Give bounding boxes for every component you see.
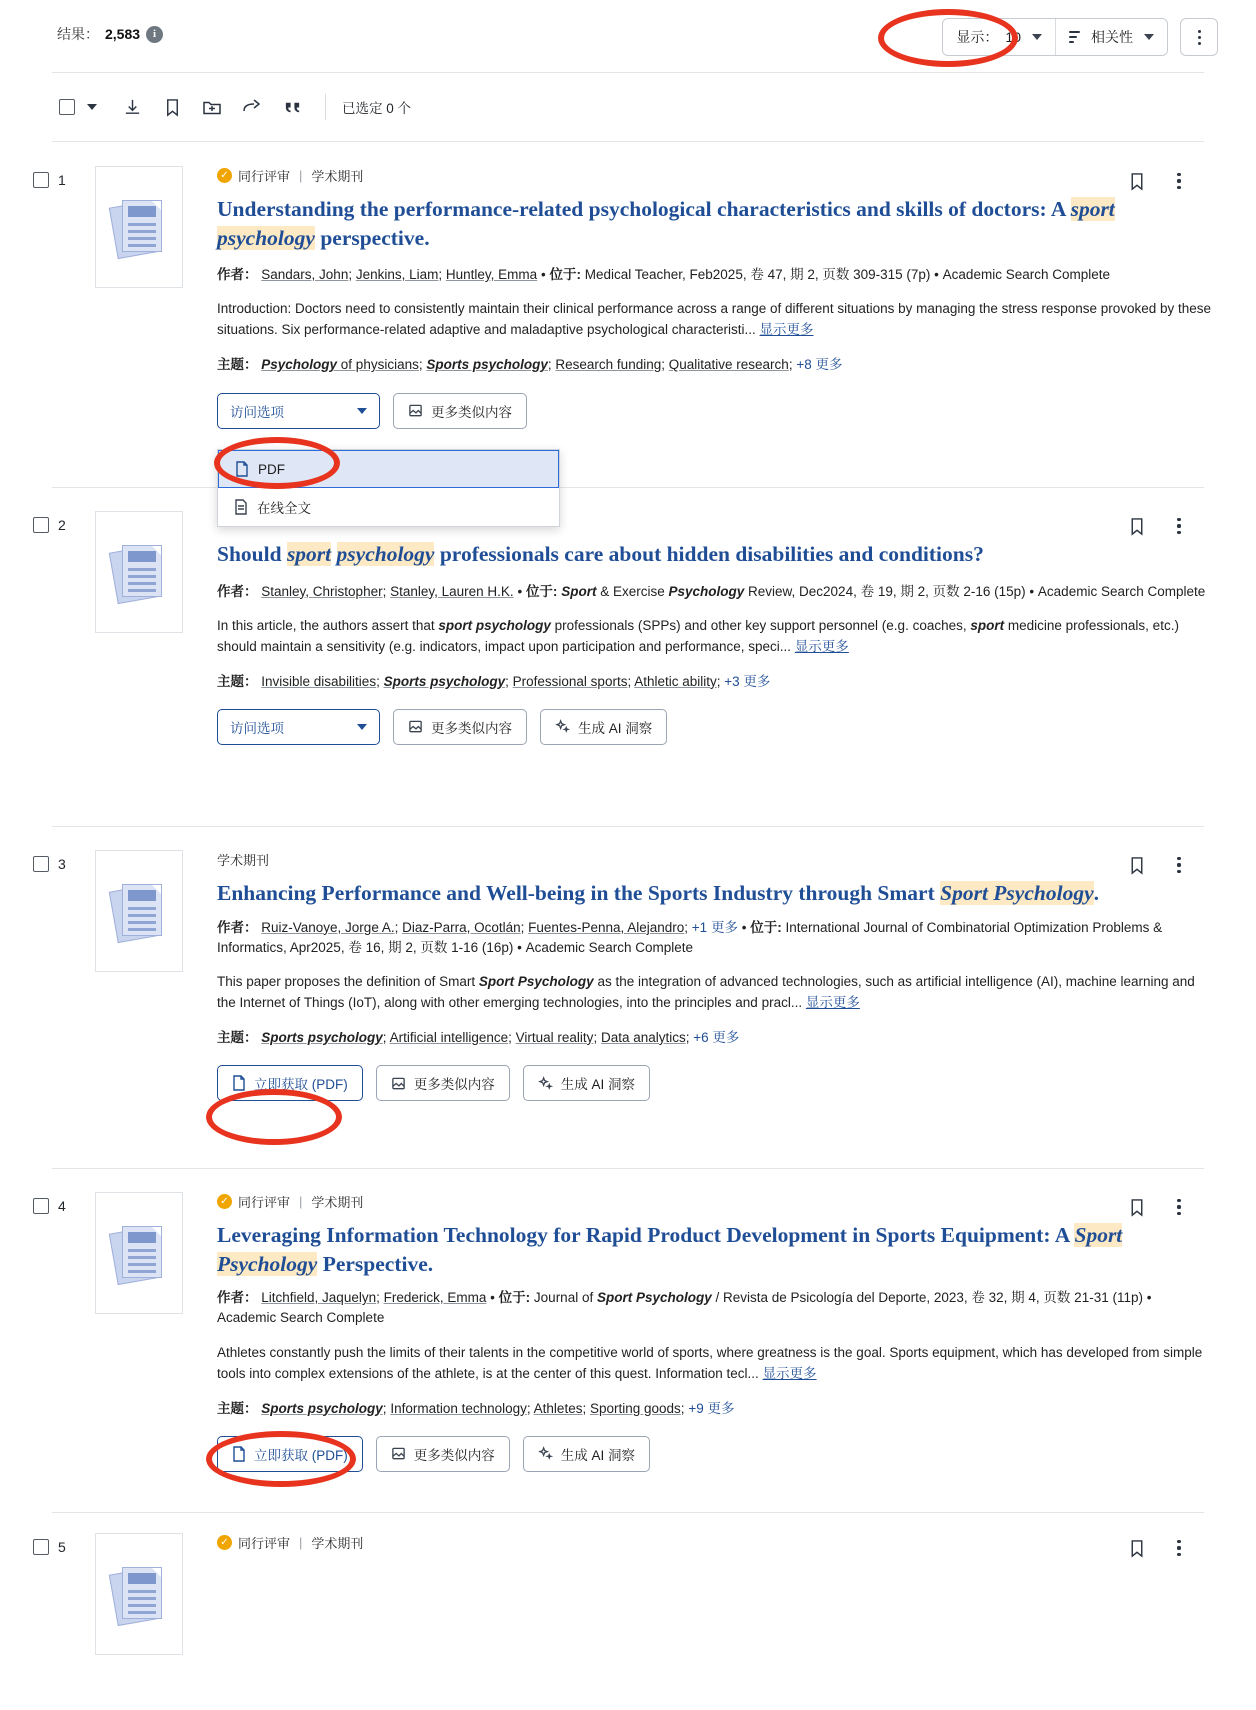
- authors-label: 作者：: [217, 583, 258, 599]
- author-link[interactable]: Litchfield, Jaquelyn: [261, 1290, 377, 1306]
- result-authors: 作者： Ruiz-Vanoye, Jorge A.; Diaz-Parra, Ocotlán; Fuentes-Penna, Alejandro; +1 更多 • 位于: International Journal of Combinatorial Optimization Problems & Informatics, Apr2025, 卷 16, 期 2, 页数 1-16 (16p) • Academic Search Complete: [217, 919, 1163, 955]
- divider: [52, 826, 1204, 827]
- author-link[interactable]: Jenkins, Liam: [355, 267, 439, 283]
- bullet: •: [517, 583, 523, 599]
- result-select-2: [33, 517, 66, 533]
- source-label: 位于:: [549, 267, 581, 283]
- author-link[interactable]: Stanley, Christopher: [261, 583, 383, 599]
- bookmark-icon[interactable]: [1124, 1194, 1150, 1220]
- meta-divider: |: [299, 1194, 303, 1209]
- database-name: Academic Search Complete: [1037, 583, 1206, 599]
- subject-link[interactable]: Sports psychology: [261, 1400, 383, 1416]
- result-body: [217, 511, 1214, 745]
- dropdown-item-label: PDF: [258, 461, 285, 477]
- generate-ai-insight-button[interactable]: [523, 1065, 650, 1101]
- result-number: 3: [58, 856, 66, 872]
- result-title[interactable]: Leveraging Information Technology for Rapid Product Development in Sports Equipment: A Sport Psychology Perspective.: [217, 1223, 1123, 1276]
- show-more-link[interactable]: 显示更多: [759, 322, 814, 338]
- subject-link[interactable]: Athletes: [533, 1400, 583, 1416]
- author-link[interactable]: Ruiz-Vanoye, Jorge A.: [261, 919, 395, 935]
- show-more-link[interactable]: 显示更多: [805, 995, 860, 1011]
- sort-icon: [1069, 31, 1084, 44]
- get-pdf-label: 立即获取 (PDF): [254, 1077, 348, 1093]
- result-title[interactable]: Understanding the performance-related psychological characteristics and skills of doctors: A sport psychology perspective.: [217, 197, 1115, 250]
- result-select-5: [33, 1539, 66, 1555]
- fulltext-icon: [234, 499, 248, 515]
- subject-link[interactable]: Sports psychology: [383, 673, 506, 689]
- display-sort-group: [942, 18, 1168, 56]
- folder-icon[interactable]: [195, 90, 229, 124]
- more-similar-label: 更多类似内容: [413, 1077, 495, 1093]
- subject-link[interactable]: Professional sports: [512, 673, 628, 689]
- subject-link[interactable]: Sports psychology: [426, 357, 548, 373]
- source-text: Medical Teacher, Feb2025, 卷 47, 期 2, 页数 309-315 (7p): [584, 267, 931, 283]
- result-checkbox[interactable]: [33, 517, 49, 533]
- source-text: Sport & Exercise Psychology Review, Dec2024, 卷 19, 期 2, 页数 2-16 (15p): [561, 583, 1026, 599]
- subject-link[interactable]: Sporting goods: [589, 1400, 681, 1416]
- dropdown-item-pdf[interactable]: [218, 450, 559, 488]
- sparkle-icon: [538, 1076, 553, 1091]
- subjects-more-link[interactable]: +9 更多: [688, 1400, 735, 1416]
- generate-ai-label: 生成 AI 洞察: [560, 1077, 636, 1093]
- author-link[interactable]: Fuentes-Penna, Alejandro: [528, 919, 685, 935]
- result-abstract: [217, 1343, 1214, 1385]
- similar-icon: [391, 1446, 406, 1461]
- quote-icon[interactable]: [275, 90, 309, 124]
- database-name: Academic Search Complete: [942, 267, 1110, 283]
- result-actions: [217, 393, 1214, 429]
- author-link[interactable]: Sandars, John: [261, 267, 349, 283]
- bullet: •: [490, 1290, 495, 1306]
- access-options-select[interactable]: [217, 709, 380, 745]
- more-similar-label: 更多类似内容: [413, 1447, 495, 1463]
- generate-ai-insight-button[interactable]: [523, 1436, 650, 1472]
- access-options-label: 访问选项: [230, 720, 284, 736]
- meta-divider: |: [299, 168, 303, 183]
- chevron-down-icon: [1144, 34, 1154, 40]
- bullet: •: [1146, 1290, 1152, 1306]
- subjects-label: 主题：: [217, 673, 258, 689]
- subject-link[interactable]: Artificial intelligence: [389, 1029, 509, 1045]
- source-type-label: 学术期刊: [311, 1195, 364, 1210]
- generate-ai-label: 生成 AI 洞察: [560, 1447, 636, 1463]
- result-title[interactable]: Should sport psychology professionals care about hidden disabilities and conditions?: [217, 542, 984, 566]
- result-body: [217, 1533, 1214, 1552]
- result-authors: 作者： Sandars, John; Jenkins, Liam; Huntley, Emma • 位于: Medical Teacher, Feb2025, 卷 47, 期 2, 页数 309-315 (7p) • Academic Search Complete: [217, 267, 1110, 283]
- result-meta: [217, 1192, 1214, 1211]
- bullet: •: [1029, 583, 1035, 599]
- similar-icon: [408, 403, 423, 418]
- result-checkbox[interactable]: [33, 856, 49, 872]
- result-actions: [217, 1436, 1214, 1472]
- access-options-dropdown: [217, 449, 560, 527]
- source-type-label: 学术期刊: [311, 169, 364, 184]
- peer-review-badge: [217, 1192, 290, 1211]
- subject-link[interactable]: Research funding: [555, 357, 662, 373]
- result-number: 5: [58, 1539, 66, 1555]
- subjects-more-link[interactable]: +8 更多: [796, 357, 843, 373]
- authors-label: 作者：: [217, 1290, 258, 1306]
- result-abstract: [217, 299, 1214, 341]
- author-link[interactable]: Diaz-Parra, Ocotlán: [402, 919, 521, 935]
- more-similar-label: 更多类似内容: [431, 720, 512, 736]
- result-more-actions-icon[interactable]: [1166, 852, 1192, 878]
- result-select-4: [33, 1198, 66, 1214]
- select-all-checkbox[interactable]: [59, 99, 75, 115]
- result-body: [217, 1192, 1214, 1472]
- bulk-action-toolbar: [52, 86, 1204, 128]
- divider: [52, 72, 1204, 73]
- result-thumbnail: [95, 1192, 183, 1314]
- share-icon[interactable]: [235, 90, 269, 124]
- generate-ai-label: 生成 AI 洞察: [578, 720, 653, 736]
- bullet: •: [934, 267, 939, 283]
- display-count-value: 10: [1005, 29, 1021, 45]
- bullet: •: [540, 267, 546, 283]
- bullet: •: [741, 919, 747, 935]
- subject-link[interactable]: Information technology: [390, 1400, 527, 1416]
- author-link[interactable]: Frederick, Emma: [383, 1290, 487, 1306]
- page-more-options-button[interactable]: [1180, 18, 1218, 56]
- result-actions: [217, 709, 1214, 745]
- source-type-label: 学术期刊: [217, 853, 270, 868]
- similar-icon: [391, 1076, 406, 1091]
- result-body: [217, 850, 1214, 1101]
- sort-relevance-select[interactable]: [1055, 19, 1167, 55]
- divider: [52, 141, 1204, 142]
- bullet: •: [517, 939, 522, 955]
- source-label: 位于:: [750, 919, 782, 935]
- result-checkbox[interactable]: [33, 1539, 49, 1555]
- result-number: 4: [58, 1198, 66, 1214]
- access-options-select[interactable]: [217, 393, 380, 429]
- source-label: 位于:: [498, 1290, 531, 1306]
- more-similar-button[interactable]: [393, 393, 527, 429]
- peer-review-label: 同行评审: [238, 169, 291, 184]
- subject-link[interactable]: Athletic ability: [634, 673, 717, 689]
- abstract-text: Introduction: Doctors need to consistently maintain their clinical performance across a range of different situations by managing the stress response provoked by these situations. Six performance-related adaptive and maladaptive psychological characteristi...: [217, 301, 1212, 338]
- result-select-3: [33, 856, 66, 872]
- more-similar-label: 更多类似内容: [431, 404, 512, 420]
- peer-review-badge: [217, 1533, 290, 1552]
- sort-label: 相关性: [1091, 29, 1133, 45]
- results-number: 2,583: [105, 26, 141, 42]
- results-count: [57, 24, 163, 44]
- get-pdf-button[interactable]: [217, 1065, 363, 1101]
- result-checkbox[interactable]: [33, 172, 49, 188]
- sparkle-icon: [555, 719, 570, 734]
- bookmark-icon[interactable]: [155, 90, 189, 124]
- result-more-actions-icon[interactable]: [1166, 1194, 1192, 1220]
- show-more-link[interactable]: 显示更多: [762, 1365, 817, 1381]
- selected-count-label: 已选定 0 个: [342, 101, 412, 116]
- author-link[interactable]: Huntley, Emma: [445, 267, 538, 283]
- select-all-dropdown-icon[interactable]: [87, 104, 97, 110]
- authors-more-link[interactable]: +1 更多: [691, 919, 738, 935]
- display-count-label: 显示：: [956, 29, 999, 45]
- result-number: 2: [58, 517, 66, 533]
- download-icon[interactable]: [115, 90, 149, 124]
- subject-link[interactable]: Qualitative research: [668, 357, 789, 373]
- peer-review-badge: [217, 166, 290, 185]
- get-pdf-label: 立即获取 (PDF): [254, 1447, 348, 1463]
- result-thumbnail: [95, 850, 183, 972]
- peer-review-label: 同行评审: [238, 1195, 291, 1210]
- result-checkbox[interactable]: [33, 1198, 49, 1214]
- result-subjects: 主题： Invisible disabilities; Sports psychology; Professional sports; Athletic ability; +3 更多: [217, 673, 771, 689]
- results-controls: [942, 18, 1218, 56]
- sparkle-icon: [538, 1446, 553, 1461]
- result-abstract: [217, 616, 1214, 658]
- display-count-select[interactable]: [943, 19, 1055, 55]
- result-body: [217, 166, 1214, 429]
- similar-icon: [408, 719, 423, 734]
- bulk-icons: [115, 90, 309, 124]
- pdf-icon: [232, 1075, 246, 1091]
- result-actions: [217, 1065, 1214, 1101]
- source-type-label: 学术期刊: [311, 1536, 364, 1551]
- abstract-text: In this article, the authors assert that sport psychology professionals (SPPs) and other key support personnel (e.g. coaches, sport medicine professionals, etc.) should maintain a sensitivity (e.g. indicators, impact upon participation and performance, speci...: [217, 617, 1179, 654]
- result-meta: [217, 1533, 1214, 1552]
- more-similar-button[interactable]: [376, 1065, 510, 1101]
- subject-link[interactable]: Sports psychology: [261, 1029, 383, 1045]
- pdf-icon: [232, 1446, 246, 1462]
- result-authors: 作者： Litchfield, Jaquelyn; Frederick, Emma • 位于: Journal of Sport Psychology / Revista de Psicología del Deporte, 2023, 卷 32, 期 4, 页数 21-31 (11p) • Academic Search Complete: [217, 1290, 1152, 1326]
- bookmark-icon[interactable]: [1124, 513, 1150, 539]
- abstract-text: This paper proposes the definition of Smart Sport Psychology as the integration of advanced technologies, such as artificial intelligence (AI), machine learning and the Internet of Things (IoT), along with other emerging technologies, into the principles and pracl...: [217, 974, 1195, 1011]
- result-thumbnail: [95, 1533, 183, 1655]
- authors-label: 作者：: [217, 267, 258, 283]
- check-icon: ✓: [217, 1535, 232, 1550]
- get-pdf-button[interactable]: [217, 1436, 363, 1472]
- chevron-down-icon: [357, 408, 367, 414]
- result-select-1: [33, 172, 66, 188]
- result-thumbnail: [95, 166, 183, 288]
- results-header: [0, 0, 1256, 72]
- pdf-icon: [235, 461, 249, 477]
- result-thumbnail: [95, 511, 183, 633]
- result-meta: [217, 850, 1214, 869]
- subject-link[interactable]: Data analytics: [600, 1029, 686, 1045]
- generate-ai-insight-button[interactable]: [540, 709, 667, 745]
- more-similar-button[interactable]: [393, 709, 527, 745]
- info-icon[interactable]: i: [146, 26, 163, 43]
- bookmark-icon[interactable]: [1124, 1535, 1150, 1561]
- subjects-more-link[interactable]: +6 更多: [693, 1029, 740, 1045]
- subjects-label: 主题：: [217, 1029, 258, 1045]
- more-similar-button[interactable]: [376, 1436, 510, 1472]
- divider: [52, 1512, 1204, 1513]
- bookmark-icon[interactable]: [1124, 852, 1150, 878]
- result-authors: 作者： Stanley, Christopher; Stanley, Lauren H.K. • 位于: Sport & Exercise Psychology Review, Dec2024, 卷 19, 期 2, 页数 2-16 (15p) • Academic Search Complete: [217, 583, 1206, 599]
- chevron-down-icon: [1032, 34, 1042, 40]
- toolbar-divider: [325, 94, 326, 120]
- authors-label: 作者：: [217, 919, 258, 935]
- result-subjects: 主题： Sports psychology; Artificial intelligence; Virtual reality; Data analytics; +6 更多: [217, 1029, 740, 1045]
- access-options-label: 访问选项: [230, 404, 284, 420]
- check-icon: ✓: [217, 1194, 232, 1209]
- results-label: 结果：: [57, 26, 99, 42]
- subjects-label: 主题：: [217, 1400, 258, 1416]
- source-text: Journal of Sport Psychology / Revista de Psicología del Deporte, 2023, 卷 32, 期 4, 页数 21-31 (11p): [533, 1290, 1143, 1306]
- subject-link[interactable]: Psychology of physicians: [261, 357, 419, 373]
- peer-review-label: 同行评审: [238, 1536, 291, 1551]
- chevron-down-icon: [357, 724, 367, 730]
- subject-link[interactable]: Invisible disabilities: [261, 673, 377, 689]
- divider: [52, 1168, 1204, 1169]
- source-label: 位于:: [525, 583, 558, 599]
- meta-divider: |: [299, 1535, 303, 1550]
- database-name: Academic Search Complete: [217, 1310, 385, 1326]
- result-more-actions-icon[interactable]: [1166, 513, 1192, 539]
- bookmark-icon[interactable]: [1124, 168, 1150, 194]
- result-subjects: 主题： Psychology of physicians; Sports psychology; Research funding; Qualitative research; +8 更多: [217, 357, 843, 373]
- dropdown-item-label: 在线全文: [257, 501, 311, 516]
- dropdown-item-fulltext[interactable]: [218, 488, 559, 526]
- result-more-actions-icon[interactable]: [1166, 168, 1192, 194]
- result-title[interactable]: Enhancing Performance and Well-being in the Sports Industry through Smart Sport Psychology.: [217, 881, 1099, 905]
- author-link[interactable]: Stanley, Lauren H.K.: [390, 583, 514, 599]
- subjects-label: 主题：: [217, 357, 258, 373]
- subjects-more-link[interactable]: +3 更多: [724, 673, 771, 689]
- result-abstract: [217, 972, 1214, 1014]
- show-more-link[interactable]: 显示更多: [794, 638, 849, 654]
- result-meta: [217, 166, 1214, 185]
- database-name: Academic Search Complete: [525, 939, 693, 955]
- result-subjects: 主题： Sports psychology; Information technology; Athletes; Sporting goods; +9 更多: [217, 1400, 735, 1416]
- result-more-actions-icon[interactable]: [1166, 1535, 1192, 1561]
- check-icon: ✓: [217, 168, 232, 183]
- source-text: International Journal of Combinatorial Optimization Problems & Informatics, Apr2025, 卷 16, 期 2, 页数 1-16 (16p): [217, 919, 1163, 955]
- abstract-text: Athletes constantly push the limits of their talents in the competitive world of sports, where greatness is the goal. Sports equipment, which has developed from simple tools into complex extensions of the athlete, is at the center of this quest. Information tecl...: [217, 1344, 1203, 1381]
- subject-link[interactable]: Virtual reality: [515, 1029, 594, 1045]
- result-number: 1: [58, 172, 66, 188]
